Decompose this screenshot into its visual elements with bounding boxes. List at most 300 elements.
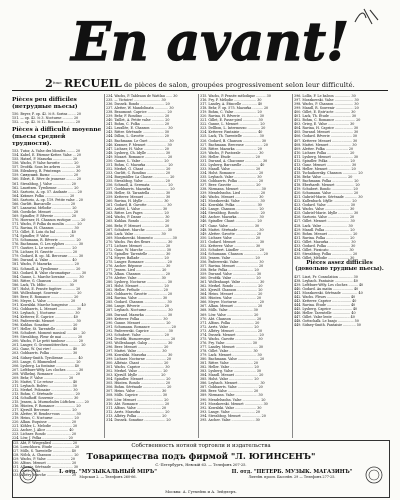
title-logo [71,6,349,73]
catalog-entry: 440. Godard. Au matin ................... 40 [294,287,359,292]
catalog-entry: 232. Aerts. Polka ......................... 20 [12,468,73,473]
catalog-entry: 175. Schumann, R. Rêverie ................ 20 [12,238,81,243]
catalog-entry: 218. Aletter, W. Rendez-vous .............. 30 [12,412,81,417]
catalog-entry: 183. Godard, B. Valse chromatique ......... 30 [12,270,87,275]
catalog-entry: 406. Godard. Rêverie .................... 30 [294,134,357,139]
catalog-entry: 374. Dussek. Menuet ..................... 20 [200,332,264,337]
catalog-entry: 363. Kjerulf. Chanson ................... 20 [200,288,263,293]
catalog-entry: 314. Dussek. Sonatine .................... 20 [106,417,171,422]
catalog-entry: 422. Kallenbach. Idylle ................. 20 [294,199,357,204]
page-subtitle [0,77,400,90]
catalog-entry: 404. Ravina, H. Caprice ................. 30 [294,126,359,131]
catalog-entry: 295. Wollenhaupt. Galop .................. 30 [106,340,173,345]
catalog-entry: 172. Ravina, H. Chanson .................. 30 [12,226,79,231]
catalog-entry: 291. Schumann. Romance ................... 20 [106,324,176,329]
catalog-entry: 219. Heins, C. Nocturne ................... 20 [12,416,79,421]
catalog-entry: 248. Lysberg, Ch. Idylle ................. 30 [106,150,171,155]
catalog-entry: 257. Goebbaerts. Mazurka ................. 20 [106,187,175,192]
catalog-entry: 318. Behr, F. op. 575. Mazurka .......... 20 [200,106,269,111]
catalog-entry: 408. Mattei. Menuet ..................... 30 [294,142,357,147]
catalog-entry: 221. Köhler, L. Melodie ................... 20 [12,424,78,429]
catalog-entry: 226. Loeschhorn. Étude .................... 20 [12,444,80,449]
catalog-entry: 163. Sartorio, A. op. 57. Andante ........ 20 [12,189,82,194]
catalog-entry: 258. Heller, St. Tarantella .............. 30 [106,191,171,196]
catalog-entry: 160. Eilert, E. Rêve de jeunesse ......... 20 [12,177,81,182]
catalog-entry: 228. Nölck, A. Chanson .................... 20 [12,452,79,457]
catalog-entry: 287. Leybach. Nocturne ................... 30 [106,308,173,313]
catalog-entry: 187. Holst, E. Pensée fugitive ............ 20 [12,286,81,291]
catalog-entry: 443. Ketterer. Caprice .................. 40 [294,299,357,304]
catalog-column-1 [12,94,103,477]
catalog-entry: 342. Kowalski. Polka .................... 30 [200,203,262,208]
catalog-entry: 292. Paderewski. Caprice ................. 30 [106,328,173,333]
catalog-entry: 283. Gobbaerts. Gavotte .................. 20 [106,292,173,297]
catalog-entry: 199. Streabbog. Fleur de mai .............. 20 [12,335,83,340]
catalog-entry: 428. Lack. Valse ........................ 30 [294,223,353,228]
catalog-entry: 297. Mattei. Valse ....................... 30 [106,348,167,353]
catalog-entry: 309. Löw. Menuet ......................... 20 [106,397,169,402]
catalog-entry: 399. Mandl, R. Souvenir ................. 20 [294,106,359,111]
catalog-entry: 421. Gabriel-Marie. Sérénade ............ 30 [294,195,363,200]
catalog-entry: 444. Ravina. Étude ...................... 40 [294,303,356,308]
catalog-entry: 301. Wachs. Caprice ...................... 30 [106,365,170,370]
footer-moscow: Москва: А. Гутхейль и А. Зейдлеръ. [165,489,237,494]
catalog-entry: 242. Lavallée, E. Chanson ................ 30 [106,126,173,131]
catalog-entry: 439. Lefébure-Wély. Les cloches ......... 40 [294,283,364,288]
catalog-entry: 382. Heller. Valse ...................... 20 [200,365,259,370]
catalog-entry: 328. Ritter. Mazurka .................... 20 [200,146,262,151]
catalog-column-3 [200,94,291,438]
catalog-entry: 446. Heller. Tarentelle ................. 40 [294,311,356,316]
catalog-entry: 416. Behr. Valse ........................ 20 [294,174,353,179]
catalog-entry: 185. Ritter, G. Chanson ................... 20 [12,278,78,283]
catalog-entry: 325. Lack, Th. Tarentelle ............... 30 [200,134,264,139]
catalog-entry: 358. Behr. Polka ........................ 20 [200,268,259,273]
catalog-entry: 161. Streabbog, J. Valse ................. 20 [12,181,76,186]
catalog-entry: 371. Alfons. Polka ...................... 20 [200,320,260,325]
catalog-entry: 281. Holst. Menuet ....................... 20 [106,284,169,289]
catalog-entry: 244. Dillon, L. Gavotte .................. 20 [106,134,169,139]
catalog-entry: 345. Ascher. Mazurka .................... 30 [200,215,264,220]
catalog-entry: 157. Dvořák. Sous les arbres ............. 20 [12,165,81,170]
catalog-entry: 359. Durand. Valse ...................... 30 [200,272,262,277]
catalog-entry: 387. Gobbaerts. Valse ................... 20 [200,385,263,390]
catalog-entry: 265. Kuhlau. Rondo ....................... 20 [106,219,170,224]
catalog-entry: 190. Meyer, L. Valse ...................... 20 [12,298,76,303]
catalog-entry: 311. Alfons. Valse ....................... 20 [106,405,167,410]
section-heading: Pièces assez difficiles (довольно трудные пьесы). [295,259,384,273]
catalog-entry: 276. Ascher. Réponse ..................... 30 [106,263,171,268]
catalog-entry: 378. Gillet. Valse ...................... 30 [200,348,258,353]
catalog-entry: 449. Sidney-Smith. Fantaisie ............ 50 [294,323,361,328]
catalog-entry: 442. Wachs. Fleurs ...................... 40 [294,295,356,300]
catalog-entry: 261. Godard, B. Gavotte .................. 30 [106,203,172,208]
catalog-entry: 327. Bachmann. Berceuse ................. 20 [200,142,268,147]
catalog-entry: 294. Dvořák. Humoresque .................. 20 [106,336,176,341]
catalog-entry: 353. Schubert. Ländler .................. 20 [200,247,264,252]
catalog-entry: 351. Godard. Menuet ..................... 30 [200,239,265,244]
catalog-entry: 247. Lichner, H. Valse ................... 20 [106,146,169,151]
catalog-entry: 268. Lack. Valse ......................... 30 [106,231,166,236]
catalog-entry: 361. Wollenhaupt. Valse ................. 30 [200,280,265,285]
store-2-address: Литейн. просп. Бассейн. 29 — Телефонъ 277-25. [248,475,336,479]
catalog-entry: 350. Lichner. Valse ..................... 20 [200,235,261,240]
catalog-entry: 424. Wachs. Valse ....................... 30 [294,207,355,212]
catalog-entry: 237. Aletter, W. Mandolinata ............. 30 [106,106,174,111]
catalog-entry: 263. Ritter. Les Pages ................... 20 [106,211,169,216]
catalog-entry: 266. Behr, F. Menuet ..................... 20 [106,223,170,228]
catalog-entry: 239. Behr, F. Rondino .................... 20 [106,114,170,119]
catalog-entry: 391. Moszkowski. Menuet ................. 30 [200,401,268,406]
catalog-entry: 192. Gobbaerts, L. Menuet ................. 30 [12,306,82,311]
catalog-entry: 269. Moszkowski. Momento ................. 30 [106,235,177,240]
catalog-entry: 341. Moszkowski. Valse .................. 30 [200,199,265,204]
catalog-entry: 438. Leybach. Fantaisie ................. 40 [294,278,358,283]
footer-ownership: Собственность нотной торговли и издательства [131,443,271,449]
catalog-entry: 331. Durand, A. Chaconne ................ 30 [200,158,268,163]
catalog-entry: 203. Gobbaerts. Polka ..................... 30 [12,351,78,356]
catalog-entry: 385. Holst. Valse ....................... 20 [200,377,259,382]
catalog-entry: 296. Beer. Menuet ........................ 20 [106,344,169,349]
catalog-entry: 364. Heins. Menuet ...................... 20 [200,292,263,297]
catalog-entry: 362. Merkel. Rondo ...................... 20 [200,284,263,289]
catalog-entry: 253. Gurlitt, C. Rondino ................. 20 [106,170,171,175]
catalog-entry: 262. Ardité, L. Valse .................... 30 [106,207,168,212]
catalog-column-2 [106,94,197,438]
catalog-entry: 299. Lichner. Nocturne ................... 20 [106,357,172,362]
catalog-entry: 217. Kjerulf. Berceuse .................... 20 [12,408,77,413]
catalog-entry: 211. Leybach. Boléro ...................... 30 [12,383,77,388]
catalog-entry: 337. Beer. Gavotte ...................... 20 [200,183,261,188]
catalog-entry: 202. Ganz, W. Qui vive! ................... 40 [12,347,78,352]
catalog-entry: 427. Gillet. Menuet ..................... 30 [294,219,355,224]
catalog-entry: 384. Mandl. Menuet ...................... 20 [200,373,264,378]
catalog-entry: 411. Lysberg. Menuet .................... 30 [294,154,359,159]
catalog-entry: 330. Heller. Étude ...................... 20 [200,154,260,159]
catalog-entry: 356. Paderewski. Valse .................. 30 [200,259,264,264]
catalog-entry: 307. Heins. Valse ........................ 30 [106,389,167,394]
catalog-entry: 447. Gillet. Valse lente ................ 40 [294,315,355,320]
catalog-entry: 230. Alfons. Menuet ....................... 20 [12,460,77,465]
catalog-entry: 420. Schumann. Valse .................... 20 [294,191,359,196]
catalog-entry: 336. Gobbaerts. Polka ................... 20 [200,178,264,183]
catalog-entry: 188. Wollenhaupt. Souvenir ................ 20 [12,290,82,295]
catalog-entry: 166. Gurlitt. Barcarolle ................. 20 [12,201,76,206]
catalog-entry: 284. Ravina. Valse ....................... 30 [106,296,168,301]
catalog-entry: 317. Landry, A. Étincelle .............. 40 [200,102,263,107]
catalog-entry: 270. Wachs. Pas des fleurs ............... 30 [106,239,173,244]
catalog-entry: 429. Mandl. Polka ....................... 20 [294,227,355,232]
catalog-entry: 288. Durand. Mazurka ..................... 30 [106,312,173,317]
catalog-entry: 277. Jensen. Lied ........................ 20 [106,268,167,273]
catalog-entry: 321. Gillet, E. Passe-pied .............. 30 [200,118,263,123]
catalog-entry: 418. Eberhardt. Menuet .................. 20 [294,183,360,188]
catalog-entry: 178. Lichner, H. Gavotte ................. 20 [12,250,78,255]
catalog-entry: 151. — op. 42. № 3. Nocturne .......... 20 [12,116,79,121]
store-2 [217,469,367,479]
subtitle-text: de pièces de salon, groupées progressivement selon leur difficulté. [123,81,355,89]
catalog-entry: 430. Bohm. Menuet ....................... 20 [294,231,358,236]
catalog-entry: 400. Gillet, E. Entr'acte ............... 30 [294,110,356,115]
catalog-entry: 275. Langer. Romance ..................... 20 [106,259,172,264]
catalog-entry: 267. Schubert. Marche .................... 30 [106,227,172,232]
catalog-entry: 315. Wachs, P. Pensée mélodique ......... 30 [200,94,271,98]
catalog-entry: 343. Lange. Chanson ..................... 20 [200,207,264,212]
catalog-entry: 398. Wachs, P. Chanson .................. 30 [294,102,359,107]
column-divider [292,94,293,438]
catalog-entry: 433. Godard. Polka ...................... 30 [294,243,356,248]
catalog-entry: 392. Kowalski. Valse .................... 30 [200,405,262,410]
catalog-entry: 191. Kowalski. Marche hongroise ........... 40 [12,302,86,307]
catalog-entry: 274. Meyer. Ballade ...................... 20 [106,255,169,260]
catalog-entry: 377. Landry. Menuet ..................... 30 [200,344,264,349]
catalog-entry: 339. Mendelssohn. Lied .................. 20 [200,191,266,196]
catalog-entry: 293. Schubert. Valse ..................... 20 [106,332,169,337]
catalog-entry: 357. Ravina. Menuet ..................... 20 [200,263,264,268]
catalog-entry: 396. Lollis, F. Le balcon ............... 30 [294,94,356,98]
catalog-entry: 431. Ravina. Polka ...................... 20 [294,235,355,240]
catalog-entry: 260. Ravina, H. Idylle ................... 30 [106,199,169,204]
catalog-entry: 173. Gillet, E. Loin du bal .............. 40 [12,230,76,235]
store-1-address: Морская 2. — Телефонъ 260-66. [79,475,137,479]
catalog-entry: 236. Dussek. Rondo ....................... 20 [106,102,170,107]
catalog-entry: 200. Wachs, P. Le petit tambour ........... 20 [12,339,83,344]
catalog-entry: 278. Alkan. Chanson ...................... 20 [106,272,170,277]
catalog-entry: 196. Kuhlau. Sonatine ..................... 20 [12,323,78,328]
catalog-entry: 227. Mills, S. Tarentelle ................. 40 [12,448,76,453]
catalog-entry: 229. Wachs, P. Valse ...................... 20 [12,456,75,461]
catalog-entry: 220. Alkan. Esquisse ...................... 20 [12,420,77,425]
catalog-entry: 413. Ganz. Menuet ....................... 30 [294,162,357,167]
subtitle-number: 2 [45,77,53,90]
catalog-entry: 255. Streabbog. Valse .................... 20 [106,178,170,183]
column-divider [198,94,199,438]
catalog-entry: 401. Lack, Th. Étude .................... 30 [294,114,357,119]
footer-publisher: Товарищества подъ фирмой "Л. ЮГИНСЕНЪ" [86,452,316,462]
catalog-entry: 174. Spindler, F. Valse .................. 20 [12,234,75,239]
catalog-entry: 372. Aerts. Valse ....................... 20 [200,324,259,329]
store-1 [33,469,183,479]
catalog-entry: 168. Goedicke. Menuet .................... 20 [12,209,79,214]
catalog-entry: 208. Wilhelmj. Romance .................... 20 [12,371,80,376]
catalog-entry: 176. Bachmann, G. Les sylphes ............ 30 [12,242,84,247]
catalog-entry: 355. Jensen. Valse ...................... 20 [200,255,260,260]
catalog-entry: 305. Hünten. Rondo ....................... 20 [106,381,171,386]
store-1-name: I. отд. "МУЗЫКАЛЬНЫЙ МІРЪ" [59,469,157,475]
catalog-entry: 388. Beer. Valse ........................ 20 [200,389,259,394]
catalog-entry: 243. Ritter. Sérénade .................... 30 [106,130,169,135]
catalog-entry: 432. Gillet. Mazurka .................... 30 [294,239,356,244]
section-heading: Pièces à difficulté moyenne (пьесы средней трудности). [12,127,102,148]
catalog-entry: 410. Lichner. Polka ..................... 20 [294,150,355,155]
catalog-entry: 165. Sartorio, A. op. 119. Petite valse .. 20 [12,197,83,202]
catalog-entry: 360. Dvořák. Valse ...................... 20 [200,276,261,281]
catalog-entry: 150. Beyer, F. op. 42. № 8. Sorins ....... 20 [12,112,81,116]
catalog-entry: 246. Kramer, F. Menuet ................... 30 [106,142,172,147]
catalog-entry: 222. Ascher, J. Alice ..................... 40 [12,428,74,433]
catalog-entry: 435. Streabbog. Polka ................... 20 [294,251,358,256]
catalog-entry: 279. Aletter. Valse ...................... 30 [106,276,166,281]
catalog-entry: 197. Heller, St. Tarentelle ............... 40 [12,327,78,332]
catalog-entry: 313. Albéry. Polka ....................... 20 [106,413,167,418]
catalog-entry: 300. Albéniz. Chant ...................... 20 [106,361,169,366]
catalog-entry: 245. Bachmann. Le Guet ................... 30 [106,138,174,143]
catalog-entry: 180. Durand, A. Valse ..................... 40 [12,258,77,263]
header-divider [12,90,388,91]
catalog-entry: 389. Niemann. Valse ..................... 30 [200,393,263,398]
catalog-entry: 303. Kjerulf. Idylle ..................... 20 [106,373,166,378]
catalog-entry: 347. Ganz. Valse ........................ 30 [200,223,260,228]
catalog-entry: 414. Heller. Menuet ..................... 20 [294,166,356,171]
catalog-entry: 273. Spindler. Tarentelle ................ 30 [106,251,171,256]
catalog-entry: 310. Abt. Romance ........................ 20 [106,401,170,406]
catalog-entry: 397. Moszkowski. Valse .................. 30 [294,98,359,103]
catalog-entry: 214. Schulhoff. Souvenir .................. 30 [12,396,79,400]
catalog-entry: 259. Ketterer. Menuet .................... 30 [106,195,171,200]
catalog-entry: 251. Bohm, C. Mazurka .................... 20 [106,162,173,167]
catalog-entry: 154. Kabel, E. Etienne-Ketter. Valse ... 20 [12,153,81,158]
catalog-entry: 240. Taillet, A. Petite valse ............ 20 [106,118,170,123]
catalog-entry: 155. Hatzel, F. Mazurka .................. 20 [12,157,78,162]
store-2-name: II. отд. "ПЕТЕРБ. МУЗЫК. МАГАЗИНЪ" [231,469,353,475]
page-title: En avant! [71,12,349,73]
catalog-entry: 224. Löw, J. Polka ........................ 20 [12,436,73,441]
catalog-entry: 215. Jensen, A. Murmelndes Lüftchen ....... 20 [12,400,89,405]
catalog-entry: 323. Dellbon, L. Intermezzo ............ 20 [200,126,266,131]
catalog-entry: 289. Ketterer. Polka ..................... 30 [106,316,168,321]
catalog-entry: 306. Bohm. Sérénade ...................... 20 [106,385,172,390]
catalog-entry: 366. Meyer. Nocturne .................... 20 [200,300,264,305]
catalog-entry: 346. Spindler. Chant .................... 20 [200,219,262,224]
catalog-entry: 434. Gillet. Pizzicato .................. 30 [294,247,354,252]
catalog-entry: 302. Merkel. Valse ....................... 20 [106,369,168,374]
catalog-entry: 179. Godard, B. op. 54. Berceuse ......... 30 [12,254,84,259]
catalog-entry: 417. Bachmann. Polka .................... 20 [294,178,359,183]
catalog-entry: 290. Ganne. Menuet ....................... 20 [106,320,171,325]
catalog-entry: 204. Sidney-Smith. Tyrolienne ............. 40 [12,355,83,360]
column-divider [104,94,105,438]
catalog-entry: 390. Mendelssohn. Valse ................. 20 [200,397,266,402]
catalog-entry: 162. Lauritzen. Tyrolienne ............... 20 [12,185,79,190]
catalog-entry: 425. Gabriel-Marie. Idylle .............. 30 [294,211,359,216]
catalog-entry: 380. Bachmann. Valse .................... 20 [200,357,265,362]
catalog-entry: 394. Streabbog. Menuet .................. 20 [200,413,266,418]
catalog-entry: 186. Lack, Th. Idilio ..................... 30 [12,282,74,287]
publisher-footer [12,440,390,498]
catalog-entry: 448. Gottschalk. Le banjo ............... 50 [294,319,359,324]
catalog-entry: 423. Godard. Valse ...................... 30 [294,203,355,208]
catalog-entry: 368. Mills. Valse ....................... 30 [200,308,258,313]
catalog-entry: 373. Albéry. Menuet ..................... 20 [200,328,263,333]
catalog-entry: 249. Mozart. Romance ..................... 20 [106,154,173,159]
catalog-entry: 272. Ganz, W. Marche ..................... 30 [106,247,171,252]
subtitle-recueil: RECUEIL [63,77,122,90]
catalog-entry: 194. Ketterer, E. Caprice ................. 40 [12,315,78,320]
catalog-entry: 177. Gautier, L. Le secret ............... 20 [12,246,77,251]
catalog-entry: 206. Lysberg. La fontaine ................. 40 [12,363,79,368]
catalog-entry: 352. Ketterer. Valse .................... 30 [200,243,261,248]
catalog-entry: 205. Lange, G. Blumenlied ................. 20 [12,359,81,364]
catalog-entry: 335. Leybach. Valse ..................... 30 [200,174,262,179]
catalog-entry: 419. Schubert. Rondo .................... 20 [294,187,358,192]
catalog-entry: 376. Fry. Valse ......................... 30 [200,340,258,345]
catalog-entry: 415. Tschaikowsky. Chanson .............. 20 [294,170,363,175]
section-heading: Pièces peu difficiles (нетрудные пьесы) [12,97,78,110]
catalog-entry: 153. Tutor, A. Valse des blondes ........ 20 [12,149,81,154]
catalog-entry: 379. Lack. Menuet ....................... 30 [200,353,262,357]
catalog-entry: 386. Leybach. Menuet .................... 30 [200,381,265,386]
catalog-entry: 332. Lysberg. Barcarolle ................ 40 [200,162,265,167]
catalog-entry: 256. Schmoll, A. Serenata ................ 20 [106,183,173,188]
catalog-entry: 286. Lange. Rêverie ...................... 20 [106,304,169,309]
catalog-entry: 201. Langer, G. Grossmütterchen ........... 20 [12,343,86,348]
catalog-entry: 348. Mattei. Sérénade ................... 30 [200,227,264,232]
catalog-entry: 169. Spindler, F. Rêverie ................ 20 [12,213,77,218]
catalog-entry: 320. Ravina, H. Rêverie ................. 30 [200,114,264,119]
catalog-entry: 354. Schumann. Chanson .................. 20 [200,251,268,256]
medal-icon-right [365,466,383,484]
catalog-entry: 326. Godard, B. Chanson ................. 30 [200,138,267,143]
catalog-entry: 349. Aletter. Gavotte ................... 20 [200,231,261,236]
catalog-entry: 170. Hoerner, H. Chanson rustique ........ 20 [12,217,86,222]
catalog-entry: 316. Fry, F. Mélodie ..................... 30 [200,98,262,103]
catalog-entry: 181. Wachs, P. Mazurka .................... 20 [12,262,79,267]
catalog-entry: 333. Mandl. Valse ....................... 20 [200,166,261,171]
handwritten-mark [352,6,382,28]
catalog-entry: 250. Ganne, L. Valse ..................... 20 [106,158,169,163]
catalog-entry: 338. Niemann. Menuet .................... 30 [200,187,266,192]
catalog-entry: 241. Bohm, C. Polka ...................... 20 [106,122,170,127]
catalog-entry: 344. Streabbog. Rondo ................... 20 [200,211,265,216]
catalog-entry: 234. Wachs, P. Tableaux de Wattlau ...... 30 [106,94,178,98]
catalog-entry: 381. Ritter. Valse ...................... 20 [200,361,258,366]
catalog-entry: 184. Ganne, L. Marche lorraine ............ 30 [12,274,84,279]
catalog-entry: 207. Lefébure-Wély. Les cloches ........... 30 [12,367,84,372]
catalog-entry: 426. Sartorio. Valse .................... 20 [294,215,355,220]
catalog-entry: 252. Merkel, G. Chant .................... 20 [106,166,171,171]
catalog-entry: 171. Wachs, P. Polka du moulin ........... 20 [12,221,82,226]
catalog-entry: 319. Bohm, C. Valse ..................... 20 [200,110,262,115]
catalog-entry: 407. Ketterer. Menuet ................... 30 [294,138,358,143]
catalog-entry: 238. Beaumont. Caprice .................. 20 [106,110,172,115]
catalog-entry: 369. Löw. Valse ......................... 20 [200,312,259,317]
catalog-entry: 159. Сиядский. Вальс ..................... 20 [12,173,79,178]
catalog-entry: 403. Grieg, E. Valse .................... 30 [294,122,355,127]
catalog-entry: 152. — op. 42. № 12. Romance .......... 20 [12,120,80,125]
catalog-entry: 365. Hünten. Valse ...................... 20 [200,296,262,301]
catalog-entry: 436. Gillet. Mélodie .................... 30 [294,255,355,260]
catalog-entry: 329. Wachs, P. Pastorale ................ 30 [200,150,264,155]
catalog-entry: 312. Aerts. Mazurka ...................... 20 [106,409,170,414]
catalog-entry: 383. Lysberg. Valse ..................... 30 [200,369,261,374]
catalog-entry: 298. Kowalski. Mazurka ................... 30 [106,353,173,357]
catalog-entry: 216. Hünten, F. Romance ................... 20 [12,404,81,409]
catalog-entry: 445. Lysberg. Caprice ................... 40 [294,307,358,312]
catalog-entry: 212. Merkel. Polonaise .................... 30 [12,387,78,392]
catalog-entry: 235. — Victoire! ......................... 30 [106,98,166,103]
catalog-entry: 198. Schubert. Moment musical ............. 20 [12,331,86,336]
catalog-entry: 370. Abt. Chanson ....................... 20 [200,316,262,321]
catalog-entry: 156. Wachs, P. Valse favorite ............ 20 [12,161,79,166]
catalog-entry: 405. Durand. Menuet ..................... 30 [294,130,359,135]
catalog-column-4 [294,94,385,438]
catalog-entry: 437. Liszt, Fr. Consolation ............. 30 [294,274,358,279]
catalog-entry: 167. Lazzarini. Mélodie .................. 20 [12,205,77,210]
catalog-entry: 182. Schmoll, A. Tyrolienne ............... 20 [12,266,81,271]
catalog-entry: 375. Wachs. Gavotte ..................... 30 [200,336,263,341]
catalog-entry: 367. Alkan. Menuet ...................... 20 [200,304,263,309]
catalog-entry: 340. Wachs. Menuet ...................... 30 [200,195,264,200]
